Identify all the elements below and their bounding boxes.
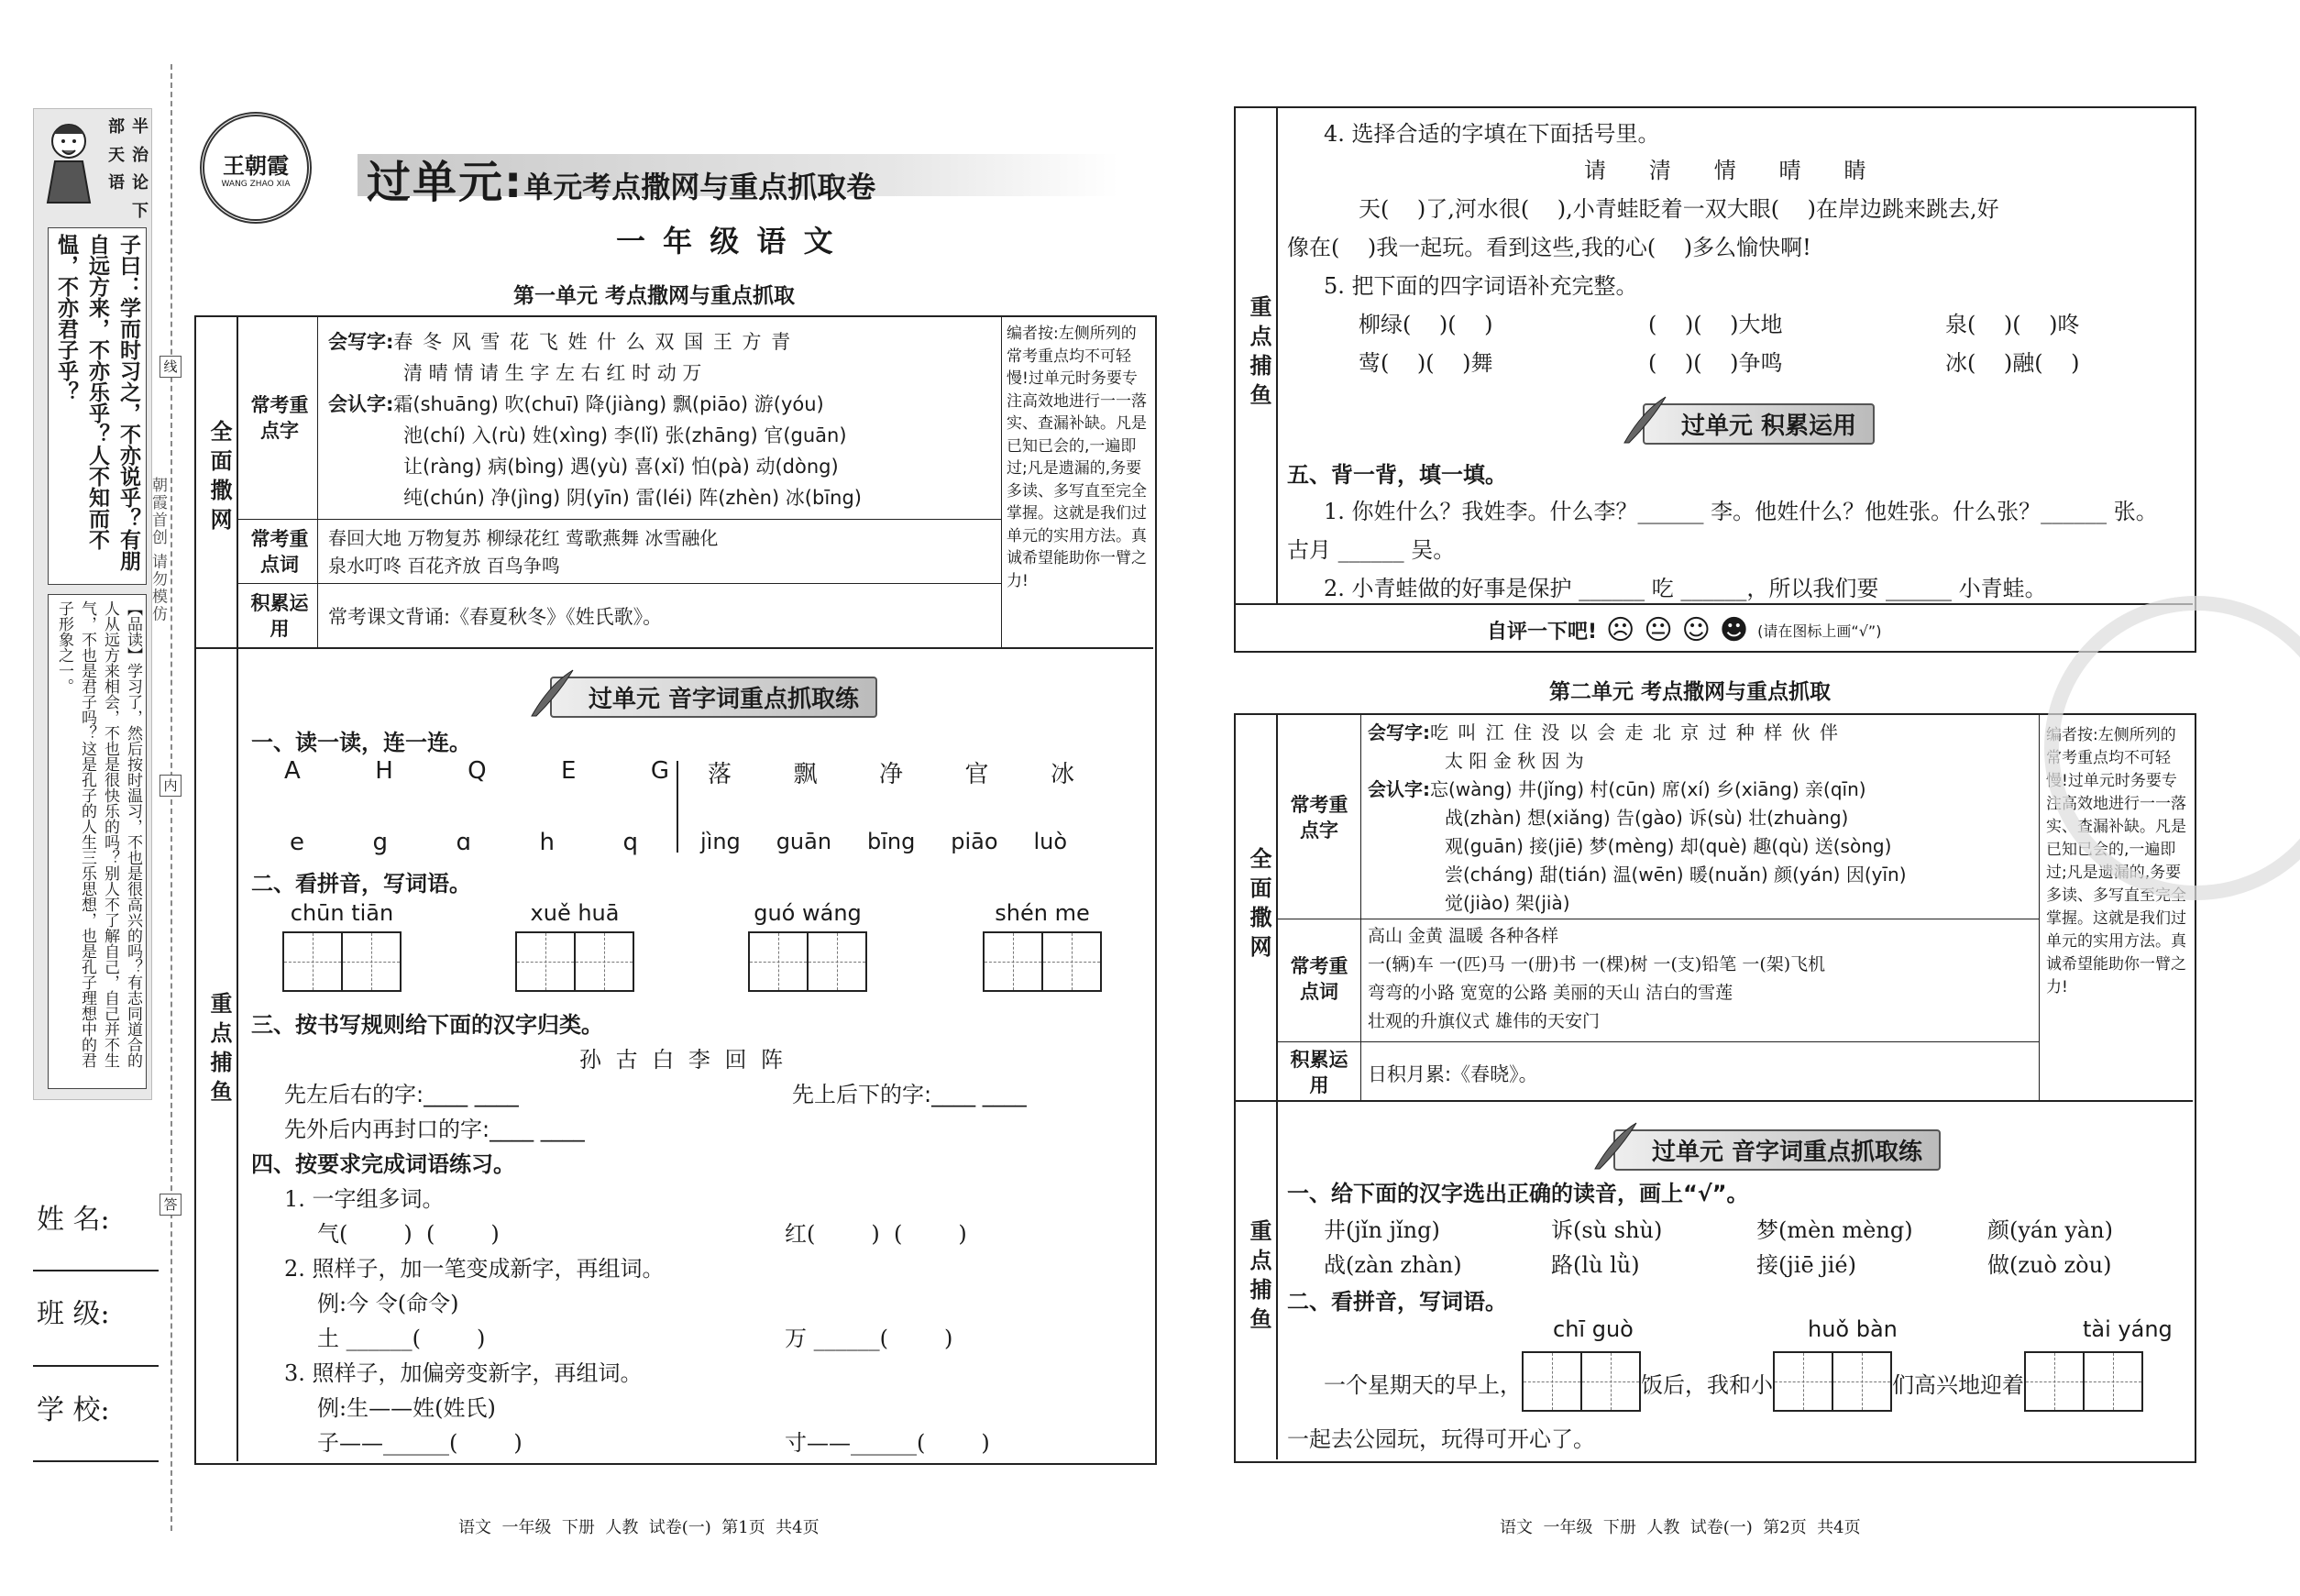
face-happy-icon[interactable]: ☻ <box>1719 614 1749 646</box>
row-label-key: 重点捕鱼 <box>1246 1219 1271 1337</box>
footer-left: 语文 一年级 下册 人教 试卷(一) 第1页 共4页 <box>458 1518 820 1537</box>
r-bei-1: 1. 你姓什么？我姓李。什么李？______ 李。他姓什么？他姓张。什么张？______ 张。 <box>1324 499 2158 524</box>
writing-box[interactable] <box>282 931 343 992</box>
q4-3b: 寸——______( ) <box>785 1430 990 1456</box>
col-divider <box>1276 713 1278 1459</box>
sub-label-ci: 常考重点词 <box>250 528 309 576</box>
row-divider <box>237 583 1001 584</box>
col-divider <box>1001 315 1002 647</box>
grade-title: 一 年 级 语 文 <box>616 224 837 259</box>
ci-line: 高山 金黄 温暖 各种各样 <box>1368 926 1559 946</box>
writing-box[interactable] <box>1773 1351 1833 1412</box>
writing-box[interactable] <box>574 931 634 992</box>
r-bei-2: 2. 小青蛙做的好事是保护 ______ 吃 ______，所以我们要 ______ 小青蛙。 <box>1324 576 2047 601</box>
hui-xie-line: 清 晴 情 请 生 字 左 右 红 时 动 万 <box>403 362 702 384</box>
letter: g <box>372 829 388 856</box>
hx-line: 太 阳 金 秋 因 为 <box>1445 750 1584 772</box>
p1-row2 <box>1324 1247 2111 1279</box>
fold-mark: 内 <box>160 775 182 797</box>
p2-line1 <box>1324 1351 2143 1412</box>
row-label-key: 重点捕鱼 <box>1246 295 1271 413</box>
pinyin: bīng <box>866 829 916 854</box>
hx-label: 会写字: <box>1368 721 1430 743</box>
row-label-all: 全面撒网 <box>1246 847 1271 964</box>
logo-text: 王朝霞 <box>223 151 289 179</box>
letter: h <box>539 829 555 856</box>
self-eval <box>1487 614 1881 646</box>
r-q5: 5. 把下面的四字词语补充完整。 <box>1324 273 1638 299</box>
r-bei-1b: 古月 ______ 吴。 <box>1287 537 1456 563</box>
hr-line: 觉(jiào) 架(jià) <box>1445 892 1570 914</box>
section-banner <box>1613 1129 1941 1170</box>
face-sad-icon[interactable]: ☹ <box>1606 614 1635 646</box>
idiom: ( )( )大地 <box>1648 312 1783 337</box>
sub-label-yy: 积累运用 <box>250 592 309 640</box>
q1-top-row2 <box>708 755 1074 789</box>
hui-ren-line: 霜(shuāng) 吹(chuī) 降(jiàng) 飘(piāo) 游(yóu) <box>393 393 824 415</box>
yy2-text: 日积月累:《春晓》。 <box>1368 1063 1538 1085</box>
ci-line: 泉水叮咚 百花齐放 百鸟争鸣 <box>328 555 560 577</box>
quill-icon <box>1586 1118 1641 1173</box>
q4-3a: 子——______( ) <box>317 1430 523 1456</box>
letter: H <box>375 757 393 785</box>
reading-choice[interactable]: 诉(sù shù) <box>1551 1217 1663 1243</box>
name-label: 姓 名: <box>37 1204 110 1236</box>
q4-1a: 气( ) ( ) <box>317 1221 500 1247</box>
writing-box[interactable] <box>807 931 867 992</box>
pinyin: jìng <box>700 829 741 854</box>
banner-label: 过单元 音字词重点抓取练 <box>550 677 877 718</box>
q1-bot-row2 <box>700 829 1067 854</box>
pinyin: guān <box>776 829 832 854</box>
col-divider <box>2039 713 2040 1100</box>
fold-mark: 答 <box>160 1194 182 1216</box>
r-q4: 4. 选择合适的字填在下面括号里。 <box>1324 121 1660 147</box>
idiom: 莺( )( )舞 <box>1359 350 1493 376</box>
logo <box>200 112 312 224</box>
school-label: 学 校: <box>37 1394 110 1426</box>
sub-label-zi: 常考重点字 <box>250 394 309 442</box>
hr-line: 观(guān) 接(jiē) 梦(mèng) 却(què) 趣(qù) 送(sòng) <box>1445 835 1892 857</box>
writing-box[interactable] <box>1832 1351 1892 1412</box>
ci-block <box>328 524 718 579</box>
q2-group <box>515 900 634 996</box>
r-bei-title: 五、背一背，填一填。 <box>1287 462 1507 488</box>
char: 官 <box>964 761 989 788</box>
col-divider <box>317 315 318 647</box>
q4-title: 四、按要求完成词语练习。 <box>251 1151 515 1177</box>
letter: G <box>650 757 669 785</box>
face-neutral-icon[interactable]: 😐 <box>1644 614 1673 646</box>
hr-label: 会认字: <box>1368 778 1430 800</box>
writing-box[interactable] <box>341 931 402 992</box>
q1-top-row <box>284 757 669 785</box>
row-divider <box>1234 1100 2193 1102</box>
pinyin: chūn tiān <box>290 900 394 926</box>
quote-box: 子曰：学而时习之，不亦说乎？有朋自远方来，不亦乐乎？人不知而不愠，不亦君子乎？ <box>48 227 147 585</box>
r-q5-row1 <box>1359 306 2079 338</box>
pinyin: xuě huā <box>530 900 620 926</box>
pinyin: luò <box>1033 829 1067 854</box>
hr-line: 忘(wàng) 井(jǐng) 村(cūn) 席(xí) 乡(xiāng) 亲(qīn) <box>1430 778 1866 800</box>
idiom: 柳绿( )( ) <box>1359 312 1493 337</box>
sidebar <box>28 108 151 1117</box>
hui-xie-block <box>328 326 862 513</box>
unit2-title: 第二单元 考点撒网与重点抓取 <box>1549 680 1832 704</box>
banner-col: 治天 <box>105 145 149 162</box>
col-divider <box>237 315 238 1461</box>
char: 冰 <box>1050 761 1074 788</box>
reading-choice[interactable]: 梦(mèn mèng) <box>1756 1217 1913 1243</box>
yy-text: 常考课文背诵:《春夏秋冬》《姓氏歌》。 <box>328 606 663 628</box>
hui-ren-line: 让(ràng) 病(bìng) 遇(yù) 喜(xǐ) 怕(pà) 动(dòng) <box>403 456 839 478</box>
comment-box: 【品读】学习了，然后按时温习，不也是很高兴的吗？有志同道合的人从远方来相会，不也是很快乐的吗？别人不了解自己，自己并不生气，不也是君子吗？这是孔子的人生三乐思想，也是孔子理想中的君子形象之一。 <box>48 594 147 1089</box>
row-divider <box>1234 603 2193 605</box>
hui-ren-line: 池(chí) 入(rù) 姓(xìng) 李(lǐ) 张(zhāng) 官(guān) <box>403 424 847 446</box>
q4-1b: 红( ) ( ) <box>785 1221 967 1247</box>
banner-col: 半部 <box>105 117 149 134</box>
hui-ren-line: 纯(chún) 净(jìng) 阴(yīn) 雷(léi) 阵(zhèn) 冰(bīng) <box>403 487 863 509</box>
reading-choice[interactable]: 井(jǐn jǐng) <box>1324 1217 1440 1243</box>
section-banner <box>1643 403 1875 444</box>
idiom: 泉( )( )咚 <box>1945 312 2080 337</box>
class-label: 班 级: <box>37 1298 110 1330</box>
hx-line: 吃 叫 江 住 没 以 会 走 北 京 过 种 样 伙 伴 <box>1430 721 1841 743</box>
q3-chars: 孙 古 白 李 回 阵 <box>579 1047 787 1073</box>
writing-box[interactable] <box>2024 1351 2085 1412</box>
writing-box[interactable] <box>748 931 809 992</box>
q1-bot-row <box>290 829 638 856</box>
hui-xie-line: 春 冬 风 雪 花 飞 姓 什 么 双 国 王 方 青 <box>393 331 793 353</box>
sentence-part: 饭后，我和小 <box>1641 1372 1773 1398</box>
p2-py: tài yáng <box>2083 1316 2173 1342</box>
q2-group <box>983 900 1102 996</box>
row-divider <box>1276 1041 2039 1042</box>
writing-box[interactable] <box>1041 931 1102 992</box>
hui-xie-label: 会写字: <box>328 331 394 353</box>
q4-2ex: 例:今 令(命令) <box>317 1291 459 1316</box>
writing-box[interactable] <box>1522 1351 1582 1412</box>
q3-c: 先外后内再封口的字:____ ____ <box>284 1117 585 1142</box>
logo-sub: WANG ZHAO XIA <box>221 179 291 189</box>
char: 净 <box>878 761 903 788</box>
footer-right: 语文 一年级 下册 人教 试卷(一) 第2页 共4页 <box>1500 1518 1861 1537</box>
p1-row1 <box>1324 1212 2113 1244</box>
q4-3ex: 例:生——姓(姓氏) <box>317 1395 496 1421</box>
writing-box[interactable] <box>515 931 576 992</box>
reading-choice[interactable]: 路(lù lǜ) <box>1551 1252 1640 1278</box>
row-divider <box>237 519 1001 520</box>
face-smile-icon[interactable]: ☺ <box>1681 614 1711 646</box>
hr-line: 战(zhàn) 想(xiǎng) 告(gào) 诉(sù) 壮(zhuàng) <box>1445 807 1849 829</box>
letter: A <box>284 757 301 785</box>
q1-title: 一、读一读，连一连。 <box>251 730 471 755</box>
letter: E <box>561 757 577 785</box>
writing-box[interactable] <box>1580 1351 1641 1412</box>
letter: ɑ <box>456 829 471 856</box>
q3-title: 三、按书写规则给下面的汉字归类。 <box>251 1012 603 1038</box>
sentence-part: 一个星期天的早上， <box>1324 1372 1522 1398</box>
r-q4-s2: 像在( )我一起玩。看到这些,我的心( )多么愉快啊! <box>1287 235 1811 260</box>
name-field[interactable] <box>33 1270 159 1271</box>
reading-choice[interactable]: 接(jiē jié) <box>1756 1252 1856 1278</box>
p2-title: 二、看拼音，写词语。 <box>1287 1289 1507 1315</box>
title-sub: 单元考点撒网与重点抓取卷 <box>523 170 876 204</box>
q4-1: 1. 一字组多词。 <box>284 1186 445 1212</box>
fold-line <box>171 64 172 1531</box>
p2-line2: 一起去公园玩，玩得可开心了。 <box>1287 1426 1595 1452</box>
ci-line: 一(辆)车 一(匹)马 一(册)书 一(棵)树 一(支)铅笔 一(架)飞机 <box>1368 954 1826 974</box>
fold-mark: 线 <box>160 356 182 378</box>
q4-2b: 万 ______( ) <box>785 1326 953 1351</box>
p2-py: huǒ bàn <box>1808 1316 1898 1342</box>
q2-group <box>282 900 402 996</box>
pinyin: guó wáng <box>754 900 862 926</box>
q2-title: 二、看拼音，写词语。 <box>251 871 471 897</box>
q4-3: 3. 照样子，加偏旁变新字，再组词。 <box>284 1360 643 1386</box>
writing-box[interactable] <box>983 931 1043 992</box>
hui-ren-label: 会认字: <box>328 393 394 415</box>
letter: Q <box>468 757 487 785</box>
ci2-block <box>1368 922 1825 1036</box>
confucius-icon <box>37 116 101 207</box>
editor-note: 编者按:左侧所列的常考重点均不可轻慢!过单元时务要专注高效地进行一一落实、查漏补缺。凡是已知已会的,一遍即过;凡是遗漏的,务要多读、多写直至完全掌握。这就是我们过单元的实用方法。真诚希望能助你一臂之力! <box>2046 726 2186 996</box>
reading-choice[interactable]: 颜(yán yàn) <box>1987 1217 2114 1243</box>
banner-label: 过单元 积累运用 <box>1643 403 1875 445</box>
pinyin: piāo <box>951 829 998 854</box>
quill-icon <box>1615 392 1670 447</box>
sub-label-ci: 常考重点词 <box>1290 955 1348 1003</box>
page-title <box>367 147 875 210</box>
p2-py: chī guò <box>1553 1316 1634 1342</box>
q1-separator <box>677 761 678 853</box>
school-field[interactable] <box>33 1460 159 1462</box>
pinyin: shén me <box>995 900 1090 926</box>
r-q5-row2 <box>1359 345 2079 377</box>
letter: q <box>622 829 638 856</box>
quill-icon <box>523 666 578 721</box>
idiom: 冰( )融( ) <box>1945 350 2080 376</box>
banner-label: 过单元 音字词重点抓取练 <box>1613 1129 1941 1171</box>
row-label-all: 全面撒网 <box>206 420 232 537</box>
section-banner <box>550 677 877 717</box>
editor-note: 编者按:左侧所列的常考重点均不可轻慢!过单元时务要专注高效地进行一一落实、查漏补缺。凡是已知已会的,一遍即过;凡是遗漏的,务要多读、多写直至完全掌握。这就是我们过单元的实用方法。真诚希望能助你一臂之力! <box>1007 325 1147 590</box>
q3-b: 先上后下的字:____ ____ <box>792 1082 1027 1107</box>
class-field[interactable] <box>33 1365 159 1367</box>
sentence-part: 们高兴地迎着 <box>1892 1372 2024 1398</box>
ci-line: 春回大地 万物复苏 柳绿花红 莺歌燕舞 冰雪融化 <box>328 527 719 549</box>
copyright-note: 朝霞首创 请勿模仿 <box>149 477 167 623</box>
r-q4-chars: 请 清 情 晴 睛 <box>1584 158 1872 183</box>
banner-col: 论语 <box>105 173 149 191</box>
p1-title: 一、给下面的汉字选出正确的读音，画上“√”。 <box>1287 1181 1749 1206</box>
q4-2: 2. 照样子，加一笔变成新字，再组词。 <box>284 1256 665 1282</box>
hr-line: 尝(cháng) 甜(tián) 温(wēn) 暖(nuǎn) 颜(yán) 因(yīn) <box>1445 864 1907 886</box>
hx-block <box>1368 719 1907 918</box>
reading-choice[interactable]: 战(zàn zhàn) <box>1324 1252 1462 1278</box>
char: 落 <box>708 761 732 788</box>
title-main: 过单元: <box>367 157 524 208</box>
ci-line: 壮观的升旗仪式 雄伟的天安门 <box>1368 1011 1601 1031</box>
reading-choice[interactable]: 做(zuò zòu) <box>1987 1252 2112 1278</box>
q4-2a: 土 ______( ) <box>317 1326 486 1351</box>
sidebar-banner <box>103 117 150 218</box>
r-q4-s1: 天( )了,河水很( ),小青蛙眨着一双大眼( )在岸边跳来跳去,好 <box>1359 196 1999 222</box>
row-divider <box>194 647 1153 649</box>
self-eval-label: 自评一下吧! <box>1487 621 1598 644</box>
unit1-title: 第一单元 考点撒网与重点抓取 <box>513 284 796 308</box>
char: 飘 <box>793 761 818 788</box>
sub-label-zi: 常考重点字 <box>1290 794 1348 842</box>
q2-group <box>748 900 867 996</box>
banner-col: 下 <box>129 202 149 219</box>
ci-line: 弯弯的小路 宽宽的公路 美丽的天山 洁白的雪莲 <box>1368 983 1733 1003</box>
self-eval-note: (请在图标上画“√”) <box>1757 622 1882 640</box>
q3-a: 先左后右的字:____ ____ <box>284 1082 519 1107</box>
col-divider <box>1276 106 1278 603</box>
letter: e <box>290 829 304 856</box>
row-label-key: 重点捕鱼 <box>206 992 232 1109</box>
idiom: ( )( )争鸣 <box>1648 350 1783 376</box>
writing-box[interactable] <box>2083 1351 2143 1412</box>
sub-label-yy: 积累运用 <box>1290 1049 1348 1096</box>
